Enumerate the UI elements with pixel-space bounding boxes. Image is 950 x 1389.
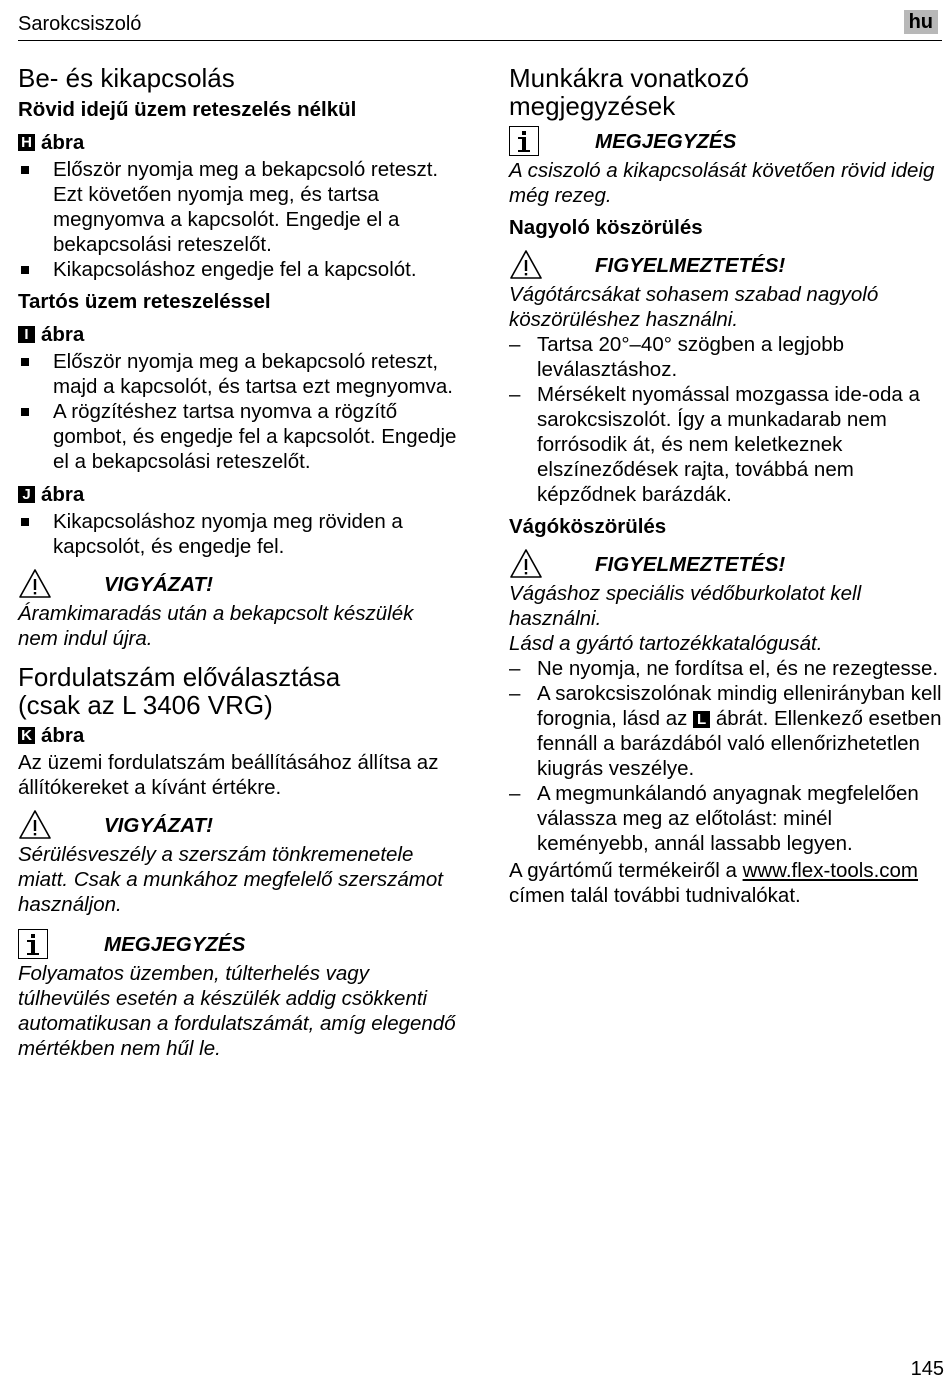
subheading-rough-grinding: Nagyoló köszörülés xyxy=(509,216,703,239)
section-title-line: Fordulatszám előválasztása xyxy=(18,662,341,692)
note-text: Folyamatos üzemben, túlterhelés vagy túlhevülés esetén a készülék addig csökkenti automatikusan a fordulatszámát, amíg elegendő mértékben nem hűl le. xyxy=(18,962,456,1060)
figure-letter-h: H xyxy=(18,134,35,151)
warning-title: FIGYELMEZTETÉS! xyxy=(595,552,786,576)
list-continuous-operation xyxy=(18,349,458,474)
note-heading xyxy=(18,927,458,961)
figure-letter-k: K xyxy=(18,727,35,744)
list-rough-grinding xyxy=(509,332,945,507)
list-item: Először nyomja meg a bekapcsoló reteszt. Ezt követően nyomja meg, és tartsa megnyomva a kapcsolót. Engedje el a bekapcsolási reteszelőt. xyxy=(18,157,458,257)
manufacturer-link[interactable]: www.flex-tools.com xyxy=(742,859,919,882)
figure-ref-k xyxy=(18,723,458,748)
figure-ref-i xyxy=(18,322,458,347)
dash-marker: – xyxy=(509,657,521,680)
list-item: Kikapcsoláshoz engedje fel a kapcsolót. xyxy=(18,257,458,282)
list-item xyxy=(509,681,945,781)
figure-label: ábra xyxy=(41,483,85,506)
caution-text: Áramkimaradás után a bekapcsolt készülék nem indul újra. xyxy=(18,602,414,650)
figure-letter-l: L xyxy=(693,711,710,728)
list-item: A rögzítéshez tartsa nyomva a rögzítő gombot, és engedje fel a kapcsolót. Engedje el a bekapcsolási reteszelőt. xyxy=(18,399,458,474)
speed-instruction: Az üzemi fordulatszám beállításához állítsa az állítókereket a kívánt értékre. xyxy=(18,751,439,799)
list-item-text: A sarokcsiszolónak mindig ellenirányban kell forognia, lásd az xyxy=(537,682,942,730)
section-title-line: (csak az L 3406 VRG) xyxy=(18,690,273,720)
figure-label: ábra xyxy=(41,724,85,747)
closing-text: A gyártómű termékeiről a xyxy=(509,859,737,882)
warning-text: Lásd a gyártó tartozékkatalógusát. xyxy=(509,632,823,655)
list-item-text: ábrát. Ellenkező esetben fennáll a barázdából való ellenőrizhetetlen kiugrás veszélye. xyxy=(537,707,942,780)
list-item xyxy=(509,382,945,507)
section-title-work-notes xyxy=(509,64,945,120)
section-title-line: megjegyzések xyxy=(509,91,676,121)
figure-label: ábra xyxy=(41,131,85,154)
caution-title: VIGYÁZAT! xyxy=(104,572,213,596)
warning-title: FIGYELMEZTETÉS! xyxy=(595,253,786,277)
subheading-continuous-operation: Tartós üzem reteszeléssel xyxy=(18,290,271,313)
info-icon xyxy=(18,929,48,959)
page-header xyxy=(18,8,942,41)
list-item-text: A megmunkálandó anyagnak megfelelően válassza meg az előtolást: minél keményebb, annál lassabb legyen. xyxy=(537,782,919,855)
dash-marker: – xyxy=(509,333,521,356)
closing-text: címen talál további tudnivalókat. xyxy=(509,884,801,907)
list-cutting xyxy=(509,656,945,856)
subheading-short-operation: Rövid idejű üzem reteszelés nélkül xyxy=(18,98,357,121)
warning-triangle-icon xyxy=(18,809,52,841)
caution-text: Sérülésveszély a szerszám tönkremenetele miatt. Csak a munkához megfelelő szerszámot használjon. xyxy=(18,843,443,916)
left-column xyxy=(18,64,458,1061)
dash-marker: – xyxy=(509,383,521,406)
dash-marker: – xyxy=(509,682,521,705)
warning-text: Vágótárcsákat sohasem szabad nagyoló köszörüléshez használni. xyxy=(509,283,879,331)
note-title: MEGJEGYZÉS xyxy=(104,932,246,956)
list-item: Kikapcsoláshoz nyomja meg röviden a kapcsolót, és engedje fel. xyxy=(18,509,458,559)
figure-letter-i: I xyxy=(18,326,35,343)
header-title: Sarokcsiszoló xyxy=(18,13,142,35)
note-title: MEGJEGYZÉS xyxy=(595,129,737,153)
page-number: 145 xyxy=(910,1358,944,1380)
caution-heading xyxy=(18,567,458,601)
list-short-operation xyxy=(18,157,458,282)
list-item-text: Mérsékelt nyomással mozgassa ide-oda a sarokcsiszolót. Így a munkadarab nem forrósodik át, és nem keletkeznek elszíneződések rajta, továbbá nem képződnek barázdák. xyxy=(537,383,920,506)
figure-ref-h xyxy=(18,130,458,155)
warning-triangle-icon xyxy=(509,548,543,580)
list-item: Először nyomja meg a bekapcsoló reteszt, majd a kapcsolót, és tartsa ezt megnyomva. xyxy=(18,349,458,399)
right-column xyxy=(509,64,945,908)
caution-heading xyxy=(18,808,458,842)
warning-heading xyxy=(509,248,945,282)
list-item xyxy=(509,332,945,382)
note-text: A csiszoló a kikapcsolását követően rövid ideig még rezeg. xyxy=(509,159,935,207)
list-item xyxy=(509,781,945,856)
note-heading xyxy=(509,124,945,158)
figure-ref-j xyxy=(18,482,458,507)
figure-letter-j: J xyxy=(18,486,35,503)
list-switch-off xyxy=(18,509,458,559)
caution-title: VIGYÁZAT! xyxy=(104,813,213,837)
list-item xyxy=(509,656,945,681)
subheading-cutting: Vágóköszörülés xyxy=(509,515,667,538)
section-title-line: Munkákra vonatkozó xyxy=(509,63,749,93)
language-badge: hu xyxy=(904,10,938,34)
warning-text: Vágáshoz speciális védőburkolatot kell használni. xyxy=(509,582,862,630)
warning-triangle-icon xyxy=(509,249,543,281)
info-icon xyxy=(509,126,539,156)
closing-paragraph xyxy=(509,858,945,908)
list-item-text: Tartsa 20°–40° szögben a legjobb leválasztáshoz. xyxy=(537,333,845,381)
section-title-speed xyxy=(18,663,458,719)
warning-triangle-icon xyxy=(18,568,52,600)
figure-label: ábra xyxy=(41,323,85,346)
dash-marker: – xyxy=(509,782,521,805)
warning-heading xyxy=(509,547,945,581)
list-item-text: Ne nyomja, ne fordítsa el, és ne rezegtesse. xyxy=(537,657,939,680)
section-title-switching: Be- és kikapcsolás xyxy=(18,63,235,93)
